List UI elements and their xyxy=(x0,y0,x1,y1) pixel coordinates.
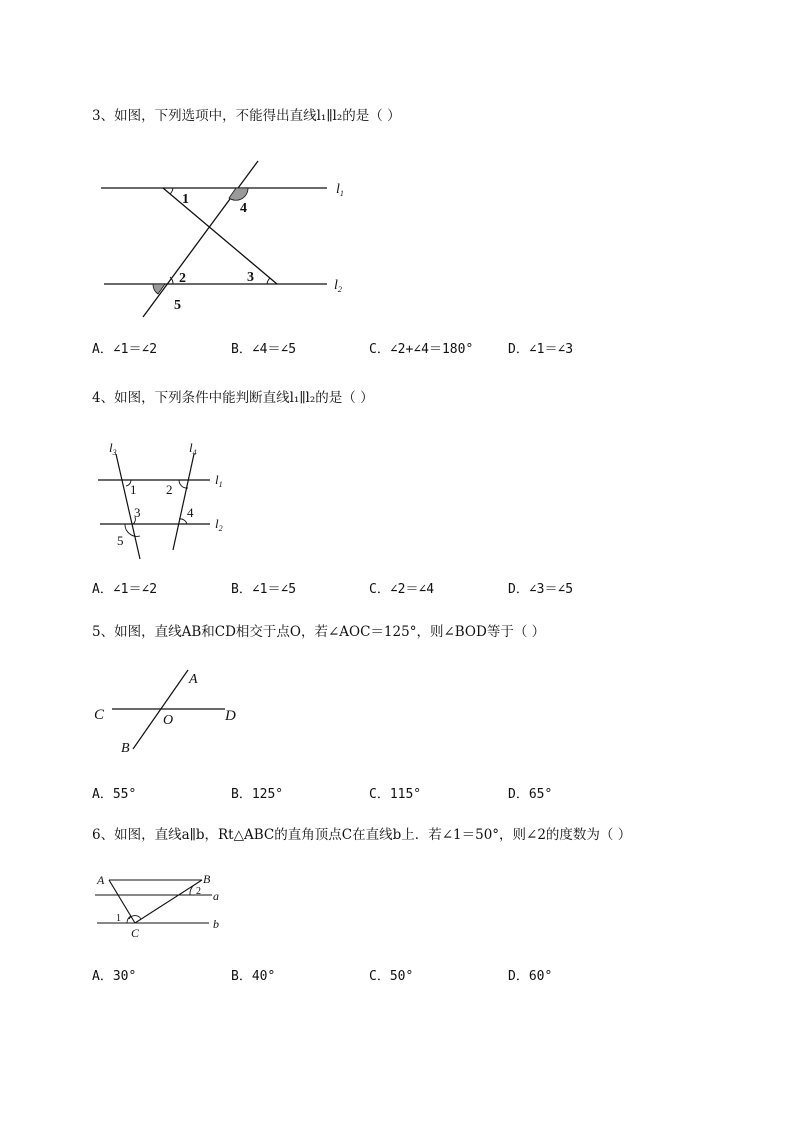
angle-2-label: 2 xyxy=(179,271,186,286)
point-a-label: A xyxy=(97,873,105,887)
question-3-text: 3、如图，下列选项中，不能得出直线l₁∥l₂的是（ ） xyxy=(92,108,401,124)
line-l4 xyxy=(173,454,194,550)
point-o-label: O xyxy=(163,713,174,728)
line-l1-label: $l_1$ xyxy=(336,182,344,198)
angle-3-arc xyxy=(267,278,270,284)
transversal-1 xyxy=(143,161,258,317)
question-6-figure xyxy=(92,870,232,940)
angle-3-label: 3 xyxy=(247,270,254,285)
point-c-label: C xyxy=(94,707,105,723)
angle-3-label: 3 xyxy=(134,505,141,520)
q4-option-c[interactable]: C．∠2＝∠4 xyxy=(369,582,435,597)
question-4-text: 4、如图，下列条件中能判断直线l₁∥l₂的是（ ） xyxy=(92,390,374,406)
line-l1-label: $l_1$ xyxy=(215,472,223,489)
question-4-figure xyxy=(95,438,235,568)
angle-1-label: 1 xyxy=(130,482,137,497)
q4-option-d[interactable]: D．∠3＝∠5 xyxy=(508,582,574,597)
angle-5-label: 5 xyxy=(117,533,124,548)
q5-option-c[interactable]: C．115° xyxy=(369,787,422,802)
line-a-label: a xyxy=(213,889,219,903)
line-b-label: b xyxy=(213,917,219,931)
q4-option-b[interactable]: B．∠1＝∠5 xyxy=(231,582,297,597)
q6-option-c[interactable]: C．50° xyxy=(369,969,414,984)
line-l4-label: $l_4$ xyxy=(189,440,197,457)
angle-1-label: 1 xyxy=(182,192,189,207)
q3-option-d[interactable]: D．∠1＝∠3 xyxy=(508,342,574,357)
line-l3-label: $l_3$ xyxy=(109,440,117,457)
angle-4-shade xyxy=(229,188,248,200)
q6-option-d[interactable]: D．60° xyxy=(508,969,553,984)
angle-2-label: 2 xyxy=(166,482,173,497)
angle-4-label: 4 xyxy=(240,201,247,216)
question-5-text: 5、如图，直线AB和CD相交于点O，若∠AOC＝125°，则∠BOD等于（ ） xyxy=(92,624,546,640)
angle-4-label: 4 xyxy=(187,505,194,520)
point-b-label: B xyxy=(203,872,211,886)
angle-1-arc xyxy=(170,188,173,194)
q3-option-b[interactable]: B．∠4＝∠5 xyxy=(231,342,297,357)
q3-option-a[interactable]: A．∠1＝∠2 xyxy=(92,342,158,357)
q5-option-b[interactable]: B．125° xyxy=(231,787,284,802)
segment-bc xyxy=(135,880,202,923)
q5-option-d[interactable]: D．65° xyxy=(508,787,553,802)
q4-option-a[interactable]: A．∠1＝∠2 xyxy=(92,582,158,597)
point-c-label: C xyxy=(131,926,140,940)
q5-option-a[interactable]: A．55° xyxy=(92,787,137,802)
q3-option-c[interactable]: C．∠2+∠4＝180° xyxy=(369,342,474,357)
line-l2-label: $l_2$ xyxy=(334,278,342,294)
q6-option-a[interactable]: A．30° xyxy=(92,969,137,984)
question-6-text: 6、如图，直线a∥b，Rt△ABC的直角顶点C在直线b上．若∠1＝50°，则∠2的度数为（ ） xyxy=(92,827,632,843)
question-3-figure xyxy=(95,158,355,318)
angle-2-label: 2 xyxy=(196,886,201,897)
point-b-label: B xyxy=(121,741,130,756)
point-d-label: D xyxy=(225,708,236,724)
question-5-figure xyxy=(92,668,252,758)
angle-1-label: 1 xyxy=(116,913,121,924)
transversal-2 xyxy=(163,188,277,284)
line-l2-label: $l_2$ xyxy=(215,516,223,533)
q6-option-b[interactable]: B．40° xyxy=(231,969,276,984)
point-a-label: A xyxy=(189,672,198,687)
angle-5-label: 5 xyxy=(174,298,181,313)
